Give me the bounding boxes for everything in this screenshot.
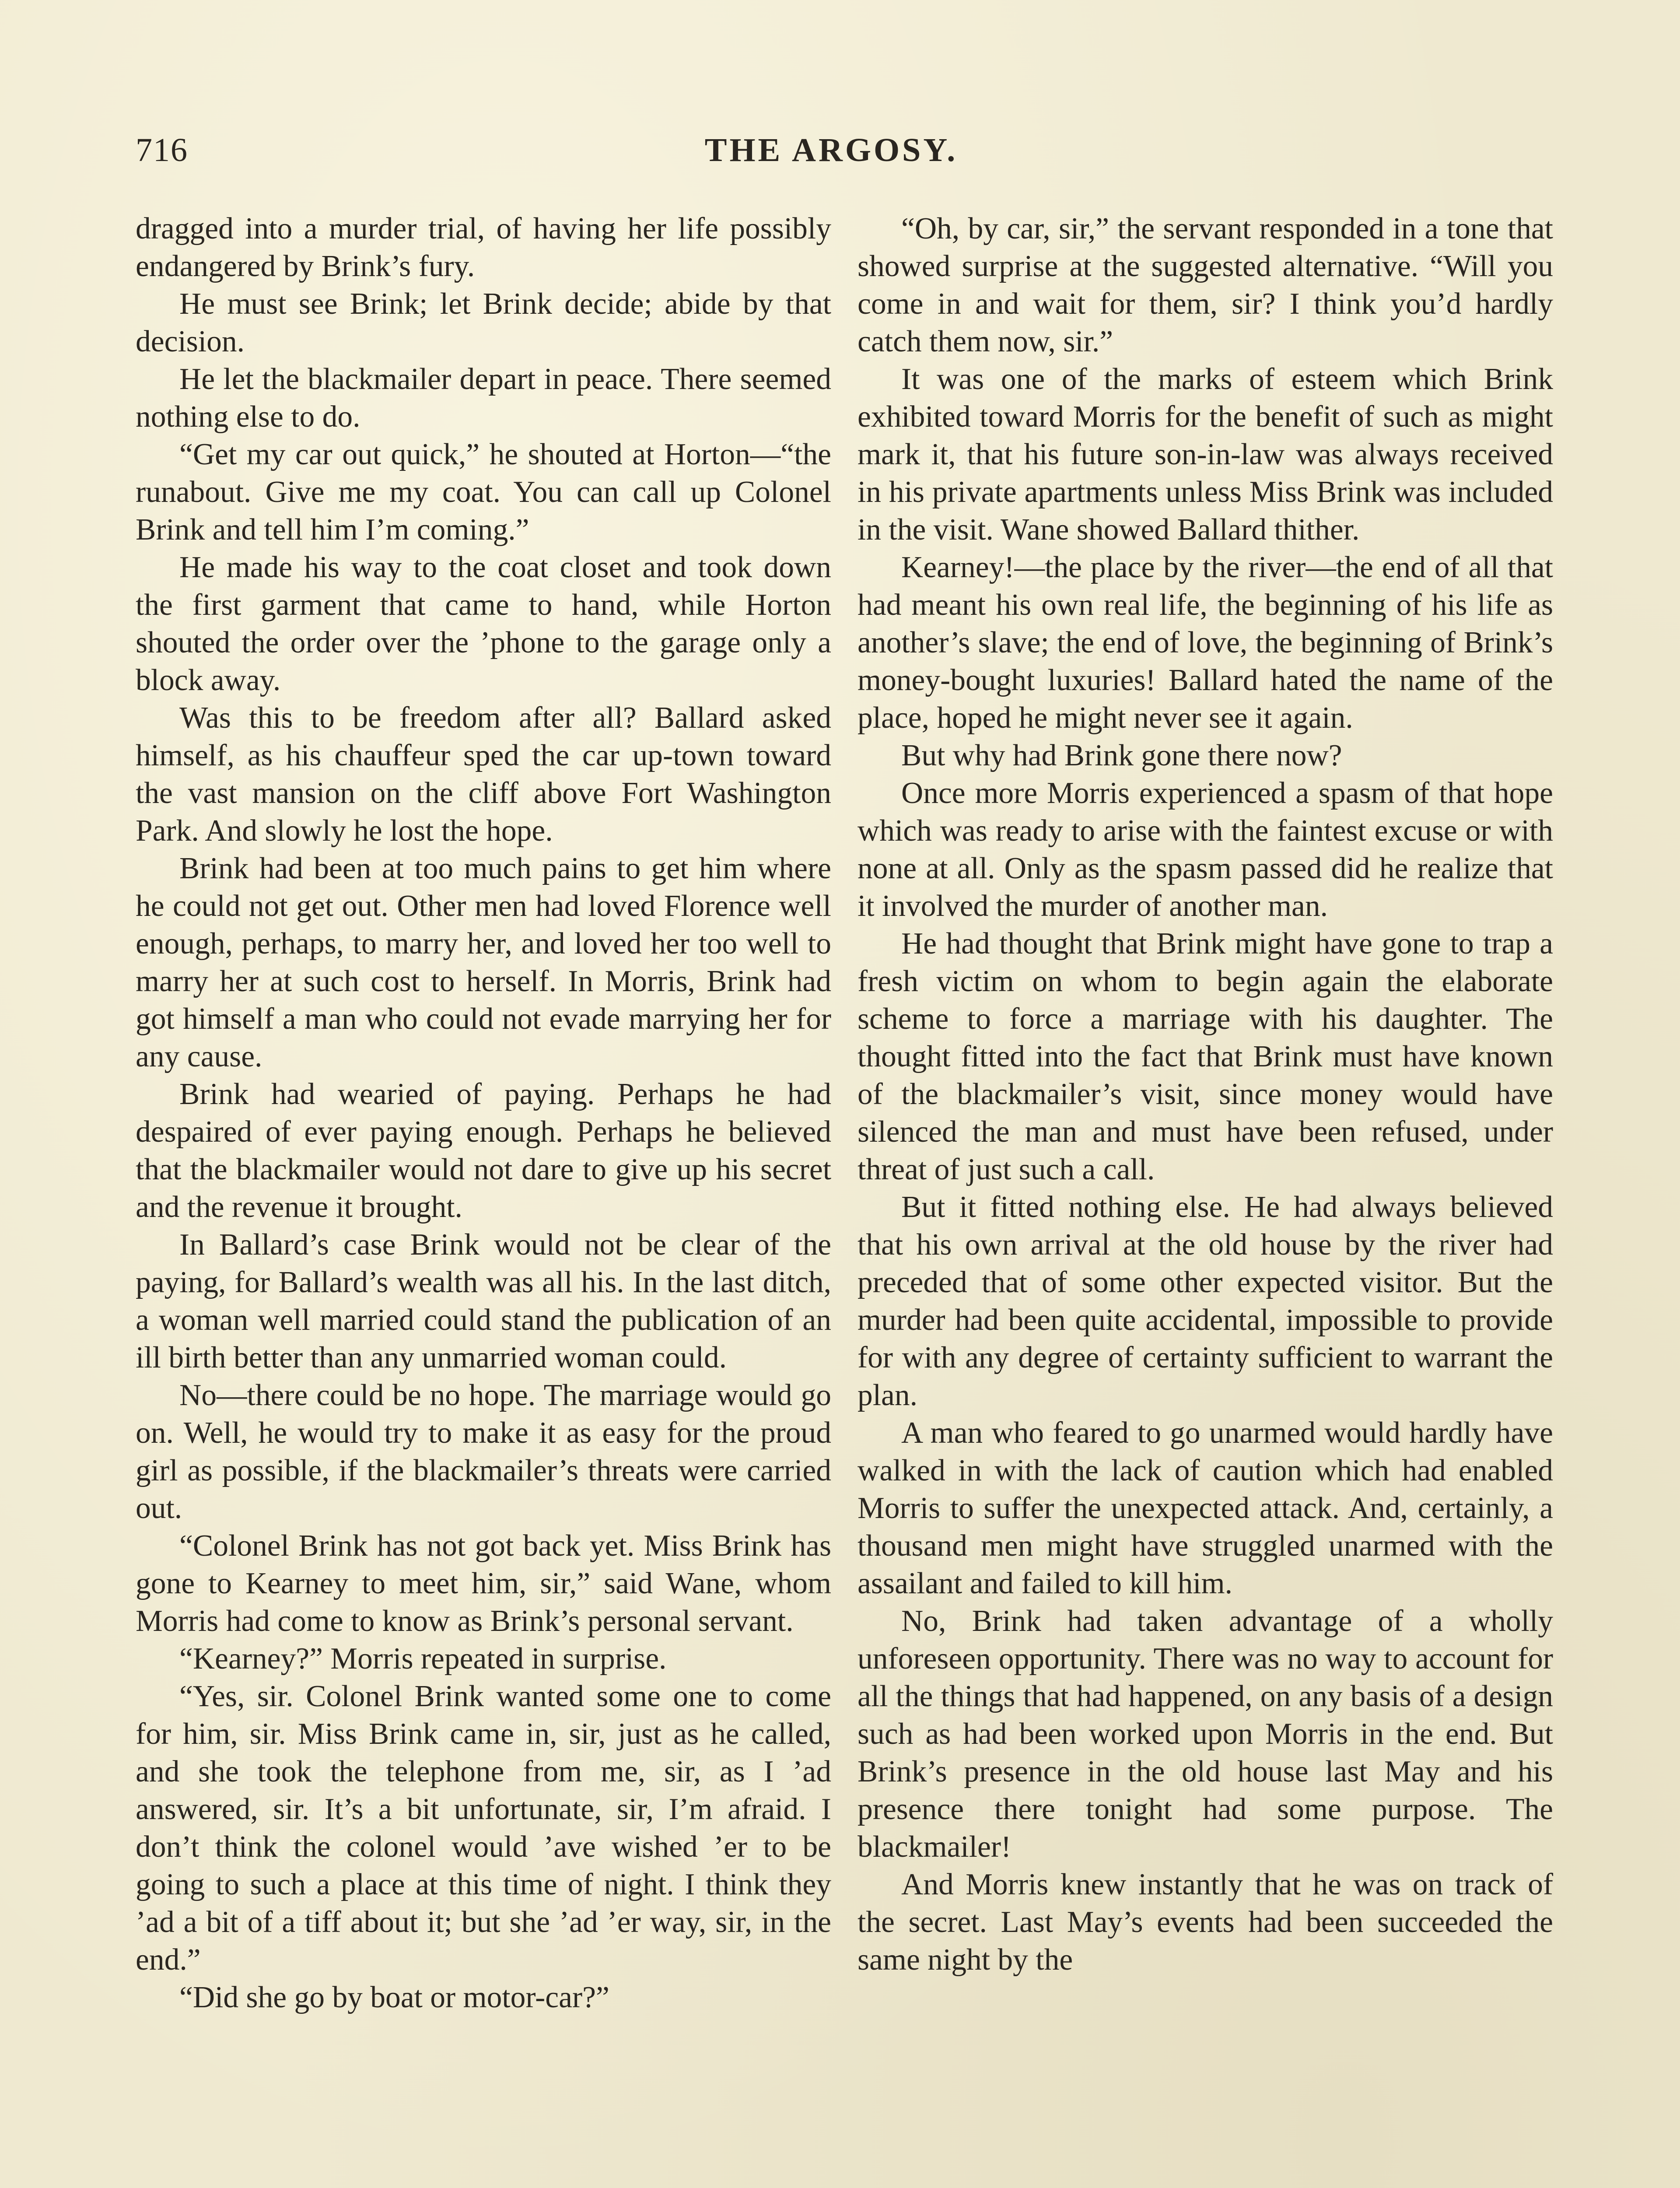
- right-column: [858, 210, 1553, 1979]
- running-head: [131, 131, 1531, 179]
- paragraph: In Ballard’s case Brink would not be clear of the paying, for Ballard’s wealth was all his. In the last ditch, a woman well married could stand the publication of an ill birth better than any unmarried woman could.: [136, 1228, 831, 1375]
- paragraph: No—there could be no hope. The marriage would go on. Well, he would try to make it as easy for the proud girl as possible, if the blackmailer’s threats were carried out.: [136, 1378, 831, 1525]
- paragraph: Brink had been at too much pains to get him where he could not get out. Other men had loved Florence well enough, perhaps, to marry her, and loved her too well to marry her at such cost to herself. In Morris, Brink had got himself a man who could not evade marrying her for any cause.: [136, 852, 831, 1073]
- paragraph: But why had Brink gone there now?: [901, 739, 1342, 772]
- paragraph: A man who feared to go unarmed would hardly have walked in with the lack of caution which had enabled Morris to suffer the unexpected attack. And, certainly, a thousand men might have struggled unarmed with the assailant and failed to kill him.: [858, 1416, 1553, 1600]
- paragraph: He made his way to the coat closet and took down the first garment that came to hand, while Horton shouted the order over the ’phone to the garage only a block away.: [136, 551, 831, 697]
- paragraph: It was one of the marks of esteem which Brink exhibited toward Morris for the benefit of such as might mark it, that his future son-in-law was always received in his private apartments unless Miss Brink was included in the visit. Wane showed Ballard thither.: [858, 362, 1553, 547]
- paragraph: “Did she go by boat or motor-car?”: [179, 1981, 609, 2014]
- paragraph: “Colonel Brink has not got back yet. Miss Brink has gone to Kearney to meet him, sir,” said Wane, whom Morris had come to know as Brink’s personal servant.: [136, 1529, 831, 1638]
- paragraph: Was this to be freedom after all? Ballard asked himself, as his chauffeur sped the car up-town toward the vast mansion on the cliff above Fort Washington Park. And slowly he lost the hope.: [136, 701, 831, 848]
- paragraph: And Morris knew instantly that he was on track of the secret. Last May’s events had been succeeded the same night by the: [858, 1868, 1553, 1977]
- paragraph: Kearney!—the place by the river—the end of all that had meant his own real life, the beginning of his life as another’s slave; the end of love, the beginning of Brink’s money-bought luxuries! Ballard hated the name of the place, hoped he might never see it again.: [858, 551, 1553, 735]
- paragraph: Brink had wearied of paying. Perhaps he had despaired of ever paying enough. Perhaps he believed that the blackmailer would not dare to give up his secret and the revenue it brought.: [136, 1077, 831, 1224]
- paragraph: No, Brink had taken advantage of a wholly unforeseen opportunity. There was no way to account for all the things that had happened, on any basis of a design such as had been worked upon Morris in the end. But Brink’s presence in the old house last May and his presence there tonight had some purpose. The blackmailer!: [858, 1604, 1553, 1864]
- left-column: [136, 210, 831, 2016]
- paragraph: He let the blackmailer depart in peace. There seemed nothing else to do.: [136, 362, 831, 434]
- magazine-title: THE ARGOSY.: [704, 132, 958, 168]
- paragraph: “Kearney?” Morris repeated in surprise.: [179, 1642, 667, 1676]
- paragraph: “Oh, by car, sir,” the servant responded in a tone that showed surprise at the suggested alternative. “Will you come in and wait for them, sir? I think you’d hardly catch them now, sir.”: [858, 212, 1553, 358]
- paragraph: But it fitted nothing else. He had always believed that his own arrival at the old house by the river had preceded that of some other expected visitor. But the murder had been quite accidental, impossible to provide for with any degree of certainty sufficient to warrant the plan.: [858, 1190, 1553, 1412]
- paragraph: dragged into a murder trial, of having her life possibly endangered by Brink’s fury.: [136, 212, 831, 283]
- paragraph: He had thought that Brink might have gone to trap a fresh victim on whom to begin again the elaborate scheme to force a marriage with his daughter. The thought fitted into the fact that Brink must have known of the blackmailer’s visit, since money would have silenced the man and must have been refused, under threat of just such a call.: [858, 927, 1553, 1186]
- paragraph: He must see Brink; let Brink decide; abide by that decision.: [136, 287, 831, 358]
- paragraph: “Get my car out quick,” he shouted at Horton—“the runabout. Give me my coat. You can call up Colonel Brink and tell him I’m coming.”: [136, 438, 831, 547]
- paragraph: Once more Morris experienced a spasm of that hope which was ready to arise with the faintest excuse or with none at all. Only as the spasm passed did he realize that it involved the murder of another man.: [858, 776, 1553, 923]
- page-number: 716: [136, 132, 188, 168]
- paragraph: “Yes, sir. Colonel Brink wanted some one to come for him, sir. Miss Brink came in, sir, just as he called, and she took the telephone from me, sir, as I ’ad answered, sir. It’s a bit unfortunate, sir, I’m afraid. I don’t think the colonel would ’ave wished ’er to be going to such a place at this time of night. I think they ’ad a bit of a tiff about it; but she ’ad ’er way, sir, in the end.”: [136, 1680, 831, 1977]
